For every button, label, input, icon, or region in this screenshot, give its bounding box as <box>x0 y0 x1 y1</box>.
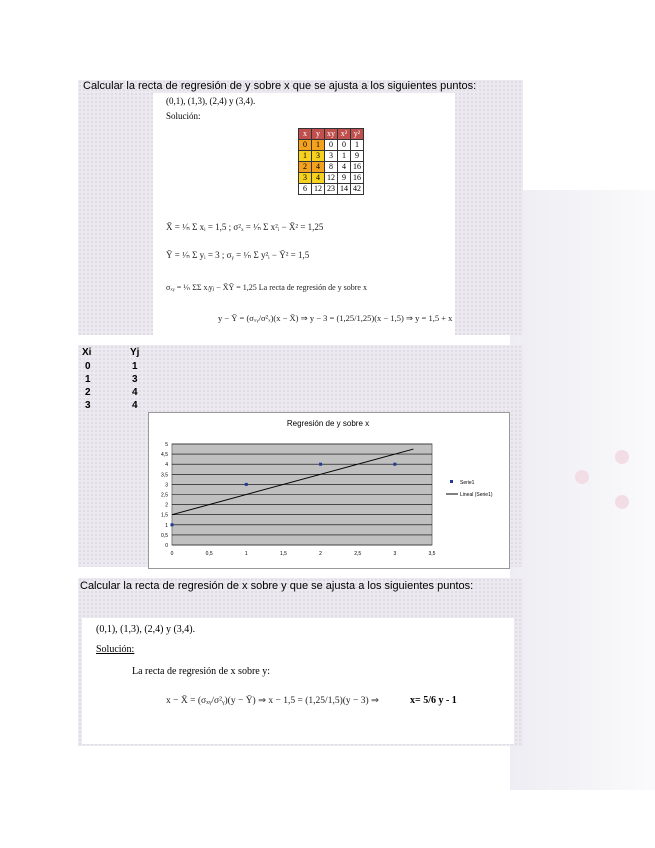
y-tick-label: 0,5 <box>161 532 168 539</box>
xi-value: 1 <box>85 374 91 385</box>
x-tick-label: 1,5 <box>279 551 287 557</box>
regression-chart <box>148 412 510 569</box>
y-tick-label: 3,5 <box>161 472 168 479</box>
table-cell: 0 <box>325 140 338 151</box>
y-tick-label: 2 <box>165 502 168 509</box>
result-equation: x= 5/6 y - 1 <box>410 695 457 706</box>
yj-value: 1 <box>132 361 138 372</box>
table-cell: 1 <box>312 140 325 151</box>
x-tick-label: 2,5 <box>354 551 362 557</box>
data-point <box>319 463 322 466</box>
x-tick-label: 2 <box>319 551 322 557</box>
table-cell: 3 <box>312 151 325 162</box>
legend-marker <box>450 480 453 483</box>
table-total: 12 <box>312 184 325 195</box>
table-total: 6 <box>299 184 312 195</box>
x-tick-label: 3 <box>393 551 397 557</box>
formula-mean-y: Ȳ = ¹⁄ₙ Σ yᵢ = 3 ; σᵧ = ¹⁄ₙ Σ y²ᵢ − Ȳ² = 1,5 <box>166 250 310 260</box>
col-yj-header: Yj <box>130 347 140 358</box>
table-cell: 1 <box>351 140 364 151</box>
yj-value: 4 <box>132 400 138 411</box>
col-xi-header: Xi <box>82 347 92 358</box>
section-3-content <box>82 618 514 744</box>
table-cell: 1 <box>299 151 312 162</box>
xi-value: 2 <box>85 387 91 398</box>
table-cell: 16 <box>351 173 364 184</box>
table-header: xy <box>325 129 338 140</box>
x-tick-label: 0,5 <box>205 551 213 557</box>
xi-value: 0 <box>85 361 91 372</box>
section-3-heading: Calcular la recta de regresión de x sobre y que se ajusta a los siguientes puntos: <box>80 580 474 592</box>
sums-table <box>298 128 364 195</box>
table-cell: 9 <box>351 151 364 162</box>
table-cell: 3 <box>325 151 338 162</box>
table-header: x² <box>338 129 351 140</box>
xi-value: 3 <box>85 400 91 411</box>
formula-regression-y-on-x: y − Ȳ = (σₓᵧ/σ²ₓ)(x − X̄) ⇒ y − 3 = (1,25/1,25)(x − 1,5) ⇒ y = 1,5 + x <box>218 313 453 323</box>
table-cell: 4 <box>312 173 325 184</box>
table-cell: 16 <box>351 162 364 173</box>
y-tick-label: 4 <box>165 462 168 469</box>
data-point <box>171 523 174 526</box>
table-header: y <box>312 129 325 140</box>
table-cell: 4 <box>312 162 325 173</box>
legend-trend-label: Lineal (Serie1) <box>460 492 493 498</box>
solucion-label-2: Solución: <box>96 644 135 655</box>
x-tick-label: 0 <box>170 551 174 557</box>
data-point <box>245 483 248 486</box>
formula-regression-x-on-y: x − X̄ = (σₓᵧ/σ²ᵧ)(y − Ȳ) ⇒ x − 1,5 = (1,25/1,5)(y − 3) ⇒ <box>166 696 380 706</box>
table-cell: 4 <box>338 162 351 173</box>
section-1-heading: Calcular la recta de regresión de y sobre x que se ajusta a los siguientes puntos: <box>83 80 477 92</box>
table-cell: 9 <box>338 173 351 184</box>
points-text-2: (0,1), (1,3), (2,4) y (3,4). <box>96 624 196 635</box>
y-tick-label: 1,5 <box>161 512 168 519</box>
decorative-dot <box>615 450 629 464</box>
background-decoration <box>510 190 655 790</box>
y-tick-label: 3 <box>165 482 168 489</box>
decorative-dot <box>575 470 589 484</box>
table-total: 14 <box>338 184 351 195</box>
data-point <box>393 463 396 466</box>
yj-value: 4 <box>132 387 138 398</box>
table-total: 42 <box>351 184 364 195</box>
legend-series-label: Serie1 <box>460 480 475 486</box>
formula-mean-x: X̄ = ¹⁄ₙ Σ xᵢ = 1,5 ; σ²ₓ = ¹⁄ₙ Σ x²ᵢ − X̄² = 1,25 <box>166 222 324 232</box>
y-tick-label: 0 <box>165 543 168 549</box>
y-tick-label: 5 <box>165 442 168 448</box>
decorative-dot <box>615 495 629 509</box>
y-tick-label: 1 <box>165 522 168 529</box>
yj-value: 3 <box>132 374 138 385</box>
solucion-label: Solución: <box>166 111 201 121</box>
formula-covariance: σₓᵧ = ¹⁄ₙ ΣΣ xᵢyⱼ − X̄Ȳ = 1,25 La recta de regresión de y sobre x <box>166 283 367 292</box>
table-cell: 3 <box>299 173 312 184</box>
chart-title: Regresión de y sobre x <box>286 419 370 428</box>
table-cell: 1 <box>338 151 351 162</box>
table-header: x <box>299 129 312 140</box>
table-cell: 0 <box>299 140 312 151</box>
x-tick-label: 1 <box>244 551 248 557</box>
points-text: (0,1), (1,3), (2,4) y (3,4). <box>166 96 256 106</box>
table-cell: 0 <box>338 140 351 151</box>
table-cell: 12 <box>325 173 338 184</box>
regression-x-on-y-label: La recta de regresión de x sobre y: <box>132 666 270 677</box>
table-cell: 2 <box>299 162 312 173</box>
y-tick-label: 2,5 <box>161 492 168 499</box>
y-tick-label: 4,5 <box>161 452 168 459</box>
table-header: y² <box>351 129 364 140</box>
table-total: 23 <box>325 184 338 195</box>
table-cell: 8 <box>325 162 338 173</box>
x-tick-label: 3,5 <box>428 551 436 557</box>
